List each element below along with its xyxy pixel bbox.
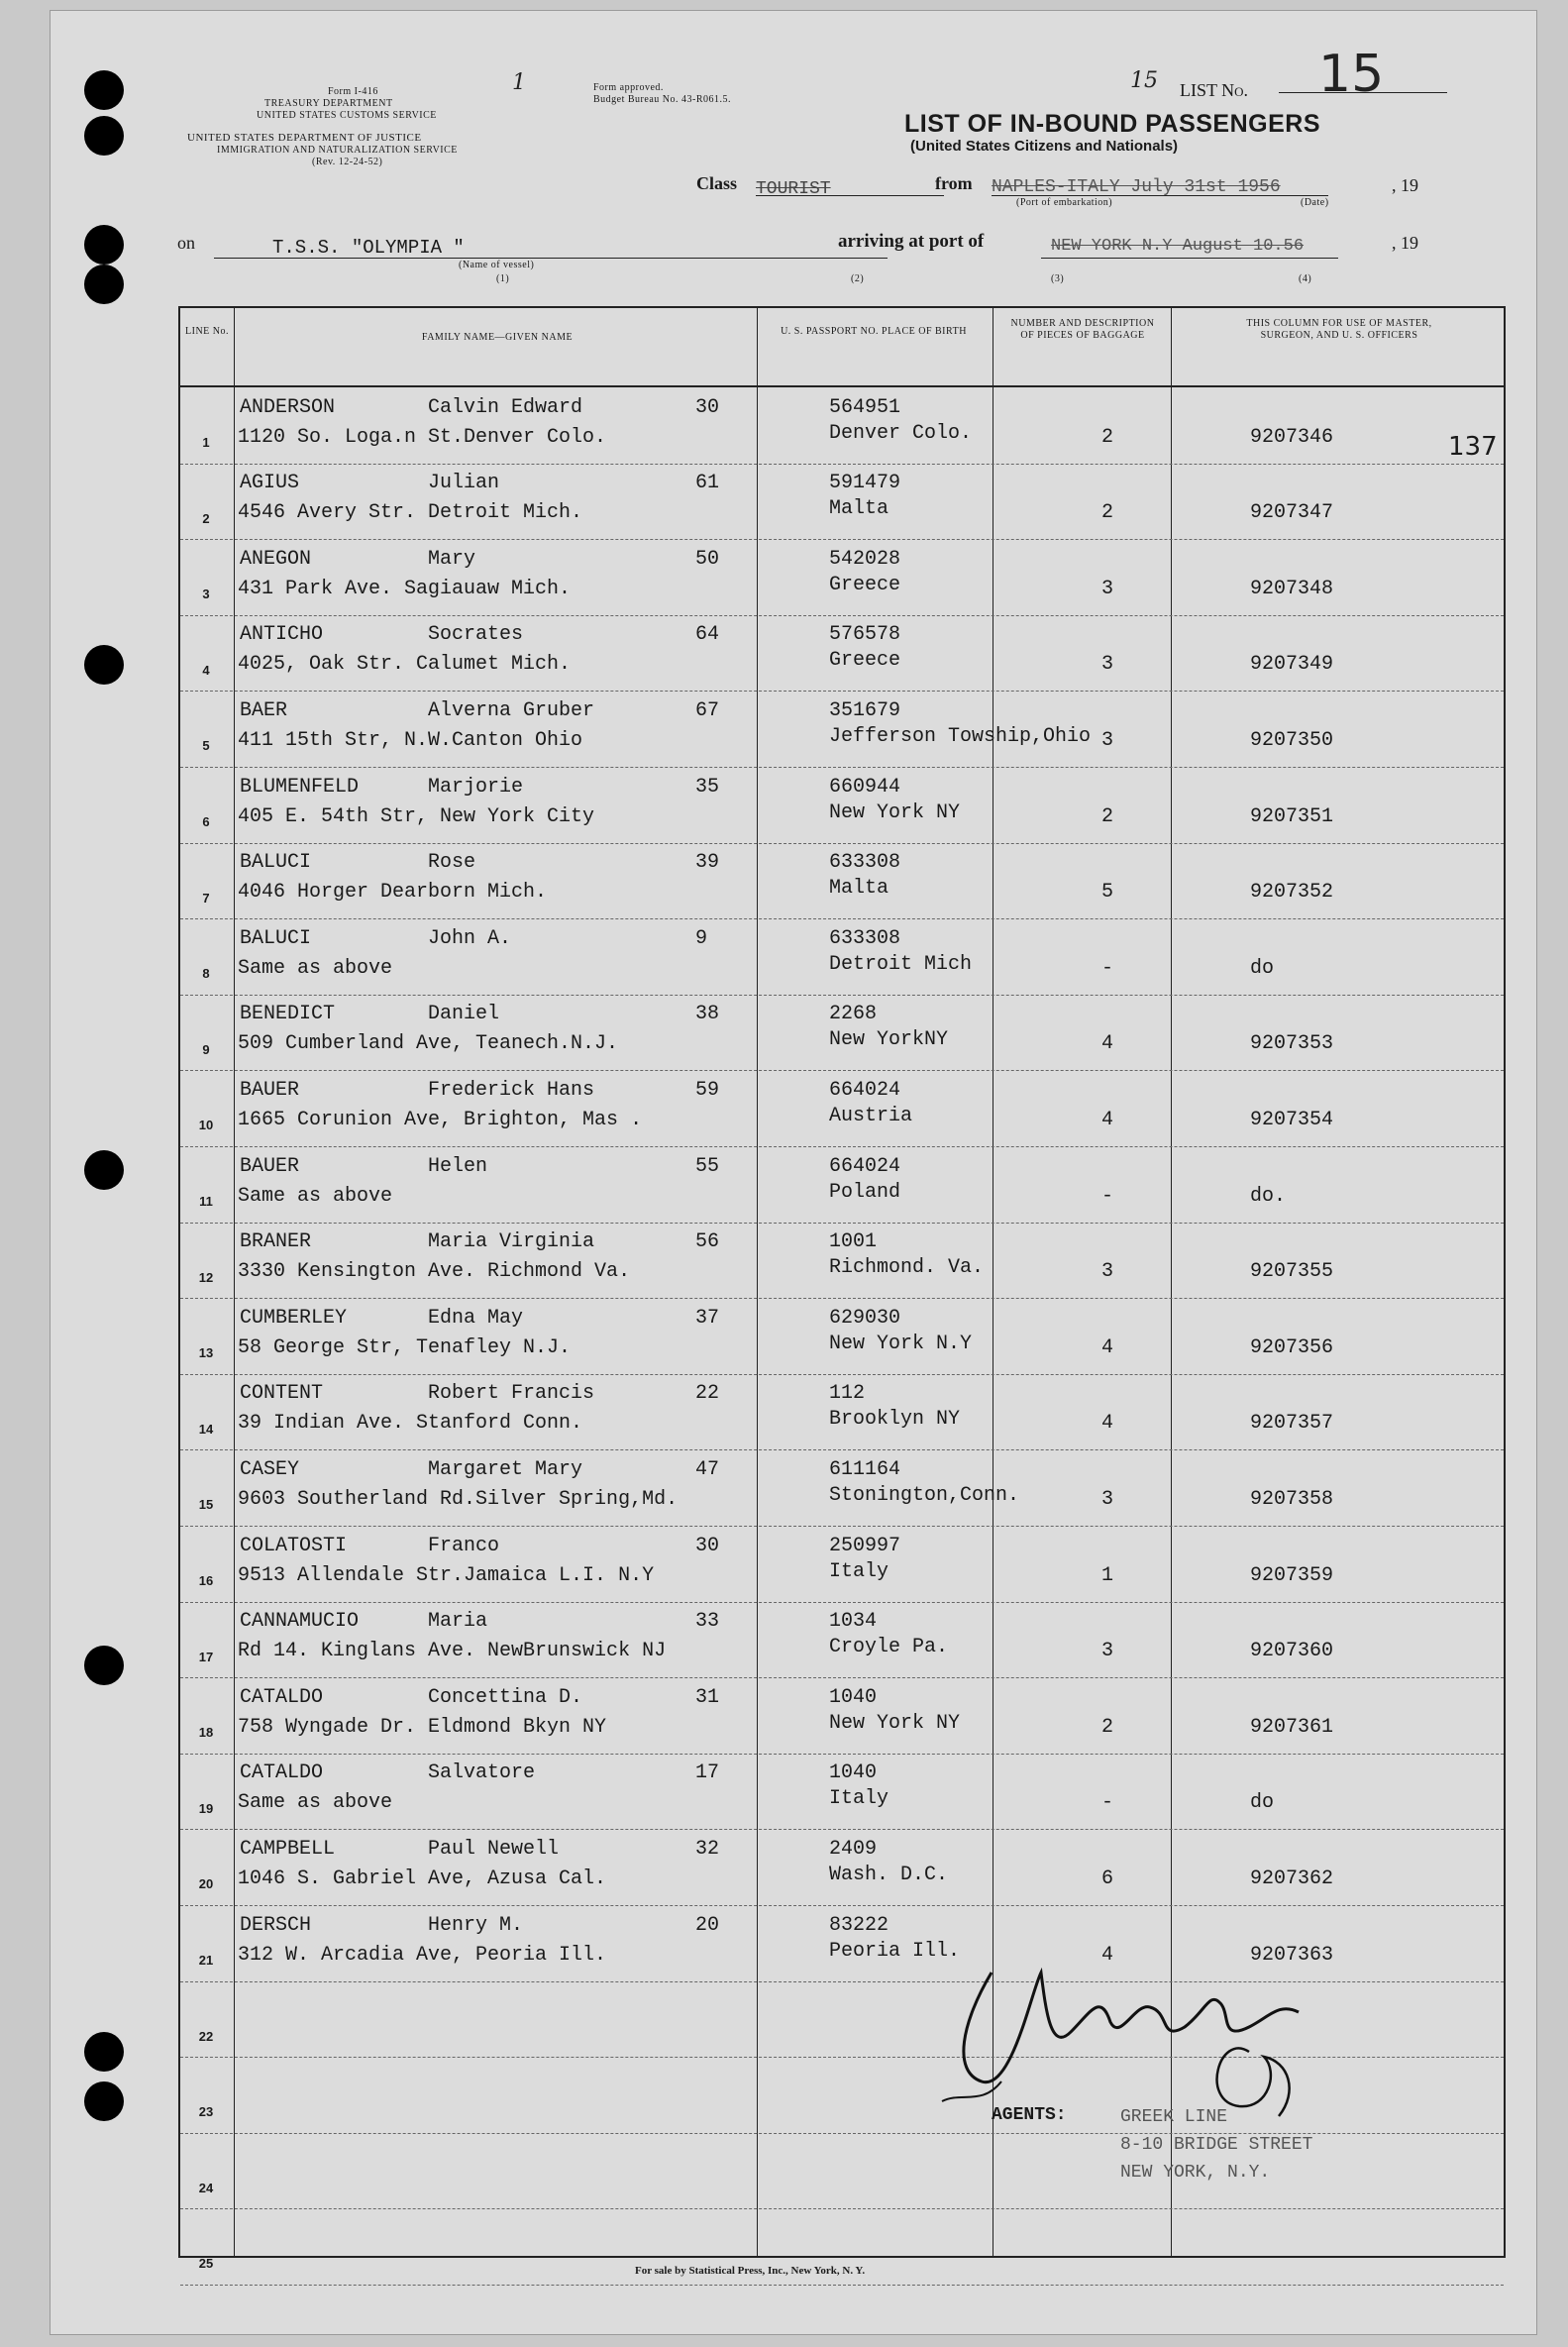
family-name: BAER xyxy=(240,698,288,722)
class-label: Class xyxy=(696,173,738,193)
passport-number: 1040 xyxy=(829,1685,878,1709)
given-name: Concettina D. xyxy=(428,1685,583,1709)
line-number: 3 xyxy=(202,587,210,602)
line-number: 7 xyxy=(202,890,210,906)
caption-3: (3) xyxy=(1051,273,1065,284)
baggage-count: 4 xyxy=(1101,1108,1114,1131)
passport-number: 1040 xyxy=(829,1761,878,1785)
given-name: Rose xyxy=(428,851,476,875)
officer-number: 9207352 xyxy=(1250,881,1334,905)
document-title: LIST OF IN-BOUND PASSENGERS xyxy=(904,110,1321,138)
table-row xyxy=(180,918,1504,996)
column-header-officers: THIS COLUMN FOR USE OF MASTER, SURGEON, AND U. S. OFFICERS xyxy=(1246,318,1432,341)
address: 411 15th Str, N.W.Canton Ohio xyxy=(238,728,583,752)
line-number: 9 xyxy=(202,1041,210,1057)
family-name: COLATOSTI xyxy=(240,1534,348,1557)
line-number: 8 xyxy=(202,966,210,982)
officer-number: 9207363 xyxy=(1250,1943,1334,1967)
age: 17 xyxy=(695,1761,720,1785)
officer-number: do xyxy=(1250,1791,1275,1815)
baggage-count: 1 xyxy=(1101,1563,1114,1587)
officer-number: 9207351 xyxy=(1250,804,1334,828)
family-name: ANEGON xyxy=(240,547,312,571)
address: Same as above xyxy=(238,1184,393,1208)
punch-hole xyxy=(84,265,124,304)
age: 47 xyxy=(695,1457,720,1481)
baggage-count: - xyxy=(1101,1791,1114,1815)
baggage-count: 2 xyxy=(1101,804,1114,828)
line-number: 24 xyxy=(198,2180,214,2195)
line-number: 15 xyxy=(198,1497,214,1513)
line-number: 19 xyxy=(198,1800,214,1816)
baggage-count: 3 xyxy=(1101,653,1114,677)
officer-number: 9207361 xyxy=(1250,1715,1334,1739)
line-number: 16 xyxy=(198,1573,214,1588)
line-number: 17 xyxy=(198,1649,214,1664)
baggage-count: 2 xyxy=(1101,425,1114,449)
address: 4546 Avery Str. Detroit Mich. xyxy=(238,501,583,525)
given-name: Socrates xyxy=(428,623,524,647)
family-name: CANNAMUCIO xyxy=(240,1610,360,1634)
passport-number: 629030 xyxy=(829,1306,901,1330)
table-row xyxy=(180,1526,1504,1603)
birthplace: Richmond. Va. xyxy=(829,1256,985,1280)
line-number: 10 xyxy=(198,1118,214,1133)
arriving-label: arriving at port of xyxy=(838,231,985,252)
address: 58 George Str, Tenafley N.J. xyxy=(238,1335,572,1359)
birthplace: Wash. D.C. xyxy=(829,1863,949,1886)
passport-number: 351679 xyxy=(829,698,901,722)
birthplace: Malta xyxy=(829,497,889,521)
officer-number: 9207350 xyxy=(1250,728,1334,752)
budget-bureau: Budget Bureau No. 43-R061.5. xyxy=(593,94,731,105)
from-underline xyxy=(992,195,1328,196)
birthplace: Peoria Ill. xyxy=(829,1939,961,1963)
age: 56 xyxy=(695,1230,720,1254)
age: 31 xyxy=(695,1685,720,1709)
age: 38 xyxy=(695,1003,720,1026)
birthplace: Malta xyxy=(829,877,889,901)
officer-number: 9207358 xyxy=(1250,1487,1334,1511)
agents-line-1: GREEK LINE xyxy=(1120,2107,1228,2127)
form-number: Form I-416 xyxy=(328,86,378,97)
passport-number: 591479 xyxy=(829,472,901,495)
officer-number: 9207357 xyxy=(1250,1412,1334,1436)
baggage-count: 6 xyxy=(1101,1867,1114,1890)
family-name: BALUCI xyxy=(240,851,312,875)
vessel-name: T.S.S. "OLYMPIA " xyxy=(272,237,465,259)
baggage-count: 4 xyxy=(1101,1412,1114,1436)
baggage-count: 2 xyxy=(1101,1715,1114,1739)
birthplace: Detroit Mich xyxy=(829,952,973,976)
age: 20 xyxy=(695,1913,720,1937)
agents-label: AGENTS: xyxy=(992,2105,1067,2125)
table-row xyxy=(180,1829,1504,1906)
passport-number: 664024 xyxy=(829,1154,901,1178)
birthplace: New York N.Y xyxy=(829,1332,973,1355)
baggage-count: 3 xyxy=(1101,1260,1114,1284)
given-name: Henry M. xyxy=(428,1913,524,1937)
address: 758 Wyngade Dr. Eldmond Bkyn NY xyxy=(238,1715,607,1739)
family-name: CUMBERLEY xyxy=(240,1306,348,1330)
baggage-count: 4 xyxy=(1101,1943,1114,1967)
family-name: AGIUS xyxy=(240,472,300,495)
family-name: BALUCI xyxy=(240,926,312,950)
punch-hole xyxy=(84,1646,124,1685)
handwritten-list-number: 15 xyxy=(1130,68,1158,93)
given-name: Paul Newell xyxy=(428,1837,560,1861)
passport-number: 2268 xyxy=(829,1003,878,1026)
officer-number: 9207347 xyxy=(1250,501,1334,525)
age: 30 xyxy=(695,1534,720,1557)
passport-number: 611164 xyxy=(829,1457,901,1481)
given-name: Robert Francis xyxy=(428,1382,595,1406)
list-no-label: LIST No. xyxy=(1180,80,1249,100)
age: 61 xyxy=(695,472,720,495)
officer-number: 9207362 xyxy=(1250,1867,1334,1890)
table-row xyxy=(180,464,1504,541)
given-name: Daniel xyxy=(428,1003,500,1026)
address: 4025, Oak Str. Calumet Mich. xyxy=(238,653,572,677)
passport-number: 664024 xyxy=(829,1078,901,1102)
baggage-count: 2 xyxy=(1101,501,1114,525)
given-name: Mary xyxy=(428,547,476,571)
punch-hole xyxy=(84,70,124,110)
family-name: BAUER xyxy=(240,1154,300,1178)
age: 22 xyxy=(695,1382,720,1406)
table-row xyxy=(180,1298,1504,1375)
given-name: Franco xyxy=(428,1534,500,1557)
age: 55 xyxy=(695,1154,720,1178)
caption-1: (1) xyxy=(496,273,510,284)
baggage-count: 3 xyxy=(1101,1487,1114,1511)
address: 405 E. 54th Str, New York City xyxy=(238,804,595,828)
officer-number: do. xyxy=(1250,1184,1287,1208)
officer-number: 9207349 xyxy=(1250,653,1334,677)
line-number: 25 xyxy=(198,2256,214,2272)
given-name: Alverna Gruber xyxy=(428,698,595,722)
birthplace: Greece xyxy=(829,573,901,596)
line-number: 6 xyxy=(202,814,210,829)
family-name: CATALDO xyxy=(240,1761,324,1785)
age: 59 xyxy=(695,1078,720,1102)
vessel-caption: (Name of vessel) xyxy=(459,260,535,270)
line-number: 20 xyxy=(198,1876,214,1892)
address: 431 Park Ave. Sagiauaw Mich. xyxy=(238,577,572,600)
age: 37 xyxy=(695,1306,720,1330)
family-name: BAUER xyxy=(240,1078,300,1102)
year-suffix-2: , 19 xyxy=(1392,233,1418,253)
printer-footer: For sale by Statistical Press, Inc., New York, N. Y. xyxy=(635,2265,866,2277)
birthplace: Italy xyxy=(829,1787,889,1811)
given-name: Maria Virginia xyxy=(428,1230,595,1254)
column-header-line-no: LINE No. xyxy=(185,326,229,337)
passport-number: 1001 xyxy=(829,1230,878,1254)
officer-number: 9207353 xyxy=(1250,1032,1334,1056)
family-name: CASEY xyxy=(240,1457,300,1481)
officer-number: 9207354 xyxy=(1250,1108,1334,1131)
table-row xyxy=(180,843,1504,920)
line-number: 23 xyxy=(198,2104,214,2120)
punch-hole xyxy=(84,1150,124,1190)
column-header-baggage: NUMBER AND DESCRIPTION OF PIECES OF BAGGAGE xyxy=(1010,318,1155,341)
given-name: Margaret Mary xyxy=(428,1457,583,1481)
given-name: Helen xyxy=(428,1154,488,1178)
address: Same as above xyxy=(238,1791,393,1815)
table-row xyxy=(180,539,1504,616)
line-number: 11 xyxy=(199,1194,213,1209)
arrival-underline xyxy=(1041,258,1338,259)
birthplace: Croyle Pa. xyxy=(829,1636,949,1659)
officer-number: 9207355 xyxy=(1250,1260,1334,1284)
punch-hole xyxy=(84,2032,124,2072)
date-caption: (Date) xyxy=(1301,197,1329,208)
line-number: 13 xyxy=(198,1345,214,1361)
officer-number: 9207359 xyxy=(1250,1563,1334,1587)
line-number: 22 xyxy=(198,2028,214,2044)
birthplace: Italy xyxy=(829,1559,889,1583)
family-name: DERSCH xyxy=(240,1913,312,1937)
birthplace: Greece xyxy=(829,649,901,673)
officer-number: 9207348 xyxy=(1250,577,1334,600)
address: 9603 Southerland Rd.Silver Spring,Md. xyxy=(238,1487,679,1511)
punch-hole xyxy=(84,225,124,265)
revision-date: (Rev. 12-24-52) xyxy=(312,157,383,167)
officer-number: 9207346 xyxy=(1250,425,1334,449)
punch-hole xyxy=(84,2081,124,2121)
baggage-count: - xyxy=(1101,1184,1114,1208)
officer-number: do xyxy=(1250,956,1275,980)
officer-note: 137 xyxy=(1448,431,1498,462)
ins-service: IMMIGRATION AND NATURALIZATION SERVICE xyxy=(217,145,458,156)
line-number: 14 xyxy=(198,1421,214,1437)
age: 39 xyxy=(695,851,720,875)
given-name: Julian xyxy=(428,472,500,495)
birthplace: Denver Colo. xyxy=(829,421,973,445)
birthplace: Austria xyxy=(829,1104,913,1127)
given-name: Frederick Hans xyxy=(428,1078,595,1102)
punch-hole xyxy=(84,116,124,156)
passport-number: 112 xyxy=(829,1382,866,1406)
table-row xyxy=(180,1374,1504,1451)
address: 312 W. Arcadia Ave, Peoria Ill. xyxy=(238,1943,607,1967)
passport-number: 1034 xyxy=(829,1610,878,1634)
age: 30 xyxy=(695,395,720,419)
line-number: 5 xyxy=(202,738,210,754)
given-name: Marjorie xyxy=(428,775,524,799)
family-name: BLUMENFELD xyxy=(240,775,360,799)
column-header-name: FAMILY NAME—GIVEN NAME xyxy=(421,332,574,343)
family-name: ANTICHO xyxy=(240,623,324,647)
age: 33 xyxy=(695,1610,720,1634)
on-label: on xyxy=(177,233,195,253)
table-row xyxy=(180,1677,1504,1755)
table-row xyxy=(180,1070,1504,1147)
agents-line-3: NEW YORK, N.Y. xyxy=(1120,2163,1271,2183)
baggage-count: 3 xyxy=(1101,1640,1114,1663)
address: 39 Indian Ave. Stanford Conn. xyxy=(238,1412,583,1436)
given-name: Edna May xyxy=(428,1306,524,1330)
officer-number: 9207356 xyxy=(1250,1335,1334,1359)
passport-number: 2409 xyxy=(829,1837,878,1861)
family-name: CONTENT xyxy=(240,1382,324,1406)
table-row xyxy=(180,1602,1504,1679)
given-name: Maria xyxy=(428,1610,488,1634)
baggage-count: 3 xyxy=(1101,577,1114,600)
address: Same as above xyxy=(238,956,393,980)
agents-line-2: 8-10 BRIDGE STREET xyxy=(1120,2135,1313,2155)
port-embark-caption: (Port of embarkation) xyxy=(1016,197,1113,208)
age: 9 xyxy=(695,926,708,950)
passport-number: 542028 xyxy=(829,547,901,571)
address: 4046 Horger Dearborn Mich. xyxy=(238,881,548,905)
table-row xyxy=(180,767,1504,844)
form-approved: Form approved. xyxy=(593,82,664,93)
line-number: 2 xyxy=(202,510,210,526)
class-value: TOURIST xyxy=(756,179,831,199)
baggage-count: 3 xyxy=(1101,728,1114,752)
table-row xyxy=(180,691,1504,768)
document-subtitle: (United States Citizens and Nationals) xyxy=(910,138,1179,155)
manifest-sheet xyxy=(50,10,1537,2335)
baggage-count: - xyxy=(1101,956,1114,980)
given-name: Salvatore xyxy=(428,1761,536,1785)
table-row xyxy=(180,1449,1504,1527)
table-row xyxy=(180,387,1504,465)
baggage-count: 5 xyxy=(1101,881,1114,905)
family-name: BENEDICT xyxy=(240,1003,336,1026)
birthplace: Stonington,Conn. xyxy=(829,1483,1020,1507)
handwritten-mark: 1 xyxy=(512,70,526,95)
passport-number: 83222 xyxy=(829,1913,889,1937)
age: 32 xyxy=(695,1837,720,1861)
line-number: 1 xyxy=(202,435,210,450)
family-name: ANDERSON xyxy=(240,395,336,419)
table-row xyxy=(180,615,1504,693)
family-name: BRANER xyxy=(240,1230,312,1254)
line-number: 21 xyxy=(198,1953,214,1968)
baggage-count: 4 xyxy=(1101,1032,1114,1056)
address: 3330 Kensington Ave. Richmond Va. xyxy=(238,1260,631,1284)
punch-hole xyxy=(84,645,124,685)
arrival-port: NEW YORK N.Y August 10.56 xyxy=(1051,237,1305,256)
officer-number: 9207360 xyxy=(1250,1640,1334,1663)
given-name: John A. xyxy=(428,926,512,950)
from-label: from xyxy=(935,173,973,193)
birthplace: New York NY xyxy=(829,1711,961,1735)
address: 9513 Allendale Str.Jamaica L.I. N.Y xyxy=(238,1563,655,1587)
line-number: 12 xyxy=(198,1269,214,1285)
table-row xyxy=(180,1754,1504,1831)
address: 1665 Corunion Ave, Brighton, Mas . xyxy=(238,1108,643,1131)
year-suffix-1: , 19 xyxy=(1392,175,1418,195)
master-signature xyxy=(922,1933,1378,2131)
column-header-passport: U. S. PASSPORT NO. PLACE OF BIRTH xyxy=(781,326,967,337)
age: 64 xyxy=(695,623,720,647)
birthplace: Poland xyxy=(829,1180,901,1204)
passport-number: 250997 xyxy=(829,1534,901,1557)
table-row xyxy=(180,1146,1504,1224)
address: Rd 14. Kinglans Ave. NewBrunswick NJ xyxy=(238,1640,667,1663)
caption-4: (4) xyxy=(1299,273,1312,284)
address: 1120 So. Loga.n St.Denver Colo. xyxy=(238,425,607,449)
baggage-count: 4 xyxy=(1101,1335,1114,1359)
address: 509 Cumberland Ave, Teanech.N.J. xyxy=(238,1032,619,1056)
passport-number: 633308 xyxy=(829,926,901,950)
from-value: NAPLES-ITALY July 31st 1956 xyxy=(992,177,1281,197)
age: 50 xyxy=(695,547,720,571)
birthplace: Brooklyn NY xyxy=(829,1408,961,1432)
passport-number: 564951 xyxy=(829,395,901,419)
family-name: CAMPBELL xyxy=(240,1837,336,1861)
given-name: Calvin Edward xyxy=(428,395,583,419)
passport-number: 660944 xyxy=(829,775,901,799)
line-number: 18 xyxy=(198,1725,214,1741)
birthplace: New YorkNY xyxy=(829,1028,949,1052)
dept-treasury: TREASURY DEPARTMENT xyxy=(264,98,393,109)
address: 1046 S. Gabriel Ave, Azusa Cal. xyxy=(238,1867,607,1890)
birthplace: New York NY xyxy=(829,800,961,824)
dept-justice: UNITED STATES DEPARTMENT OF JUSTICE xyxy=(187,132,422,144)
age: 35 xyxy=(695,775,720,799)
passport-number: 633308 xyxy=(829,851,901,875)
vessel-underline xyxy=(214,258,888,259)
list-number: 15 xyxy=(1318,45,1385,104)
birthplace: Jefferson Towship,Ohio xyxy=(829,724,1092,748)
class-underline xyxy=(756,195,944,196)
family-name: CATALDO xyxy=(240,1685,324,1709)
customs-service: UNITED STATES CUSTOMS SERVICE xyxy=(257,110,437,121)
table-row xyxy=(180,1223,1504,1300)
age: 67 xyxy=(695,698,720,722)
line-number: 4 xyxy=(202,662,210,678)
passport-number: 576578 xyxy=(829,623,901,647)
caption-2: (2) xyxy=(851,273,865,284)
table-row xyxy=(180,995,1504,1072)
